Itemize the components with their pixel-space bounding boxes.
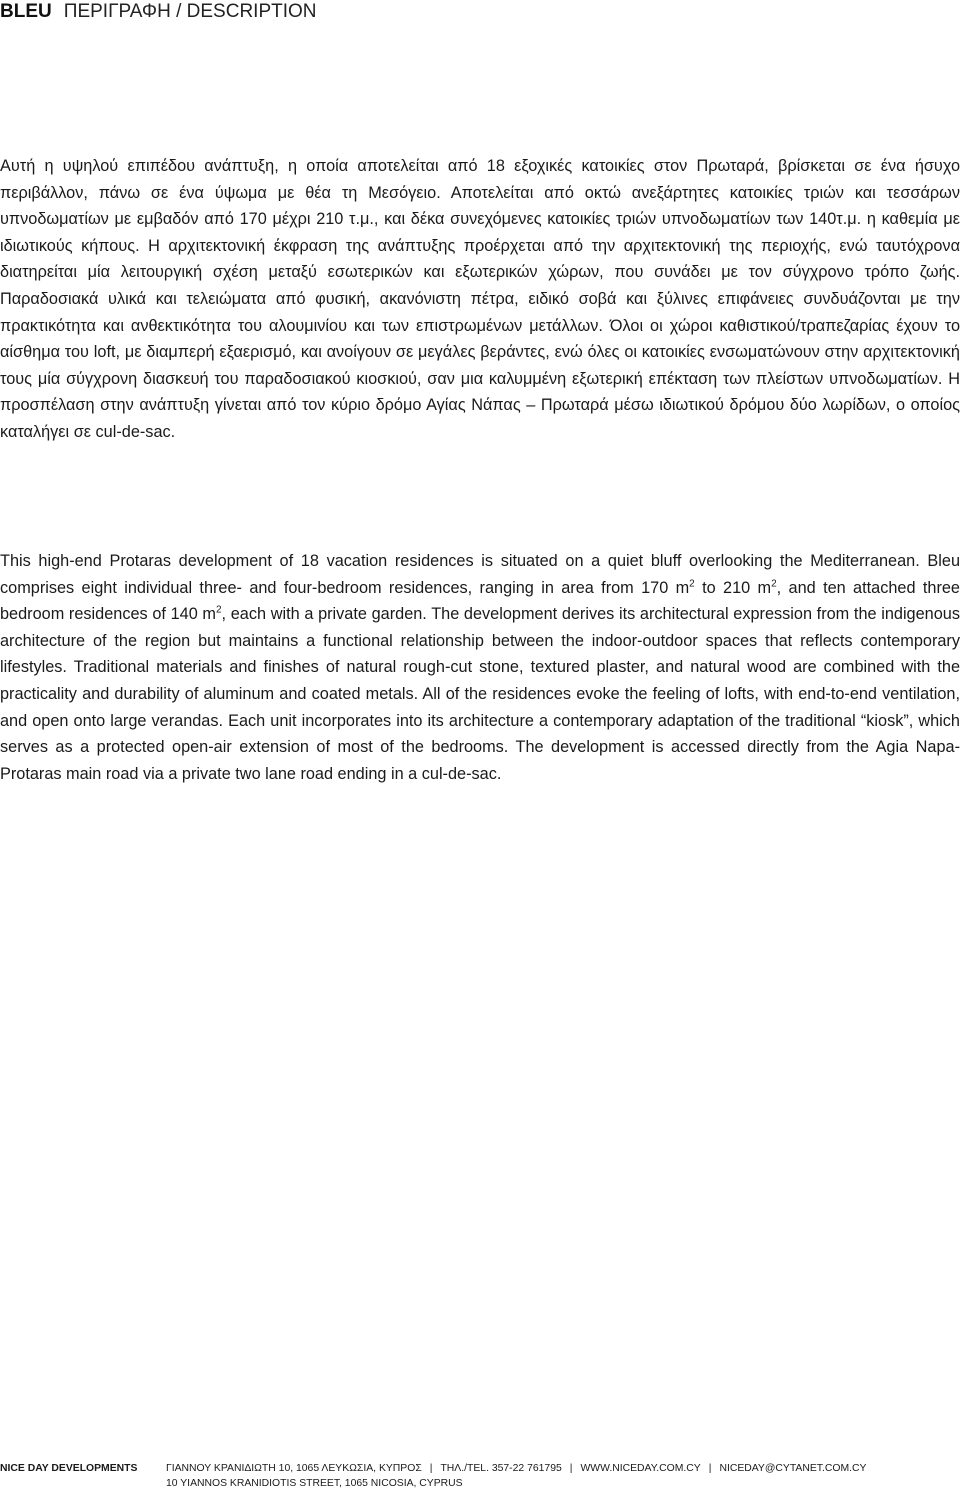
page-footer — [0, 1461, 960, 1491]
email-link[interactable]: NICEDAY@CYTANET.COM.CY — [719, 1463, 867, 1474]
superscript-2: 2 — [689, 578, 695, 590]
english-description — [0, 548, 960, 787]
website-link[interactable]: WWW.NICEDAY.COM.CY — [580, 1463, 701, 1474]
footer-line-1 — [0, 1461, 960, 1476]
superscript-2: 2 — [215, 604, 222, 616]
superscript-2: 2 — [771, 578, 777, 590]
brand-title: BLEU — [0, 1, 52, 22]
footer-separator: | — [569, 1463, 573, 1474]
english-text-4: , each with a private garden. The development derives its architectural expression from the indigenous architecture of the region but maintains a functional relationship between the indoor-outdoor spaces that reflects contemporary lifestyles. Traditional materials and finishes of natural rough-cut stone, textured plaster, and natural wood are combined with the practicality and durability of aluminum and coated metals. All of the residences evoke the feeling of lofts, with end-to-end ventilation, and open onto large verandas. Each unit incorporates into its architecture a contemporary adaptation of the traditional “kiosk”, which serves as a protected open-air extension of most of the bedrooms. The development is accessed directly from the Agia Napa-Protaras main road via a private two lane road ending in a cul-de-sac. — [0, 605, 960, 783]
phone-number: ΤΗΛ./TEL. 357-22 761795 — [440, 1463, 562, 1474]
address-english: 10 YIANNOS KRANIDIOTIS STREET, 1065 NICOSIA, CYPRUS — [166, 1478, 463, 1489]
footer-line-2 — [0, 1476, 960, 1491]
address-greek: ΓΙΑΝΝΟΥ ΚΡΑΝΙΔΙΩΤΗ 10, 1065 ΛΕΥΚΩΣΙΑ, ΚΥΠΡΟΣ — [166, 1463, 422, 1474]
english-text-3: , and ten attached three bedroom residences of 140 m — [0, 578, 960, 624]
footer-separator: | — [708, 1463, 712, 1474]
english-text-1: This high-end Protaras development of 18 vacation residences is situated on a quiet bluff overlooking the Mediterranean. Bleu comprises eight individual three- and four-bedroom residences, ranging in area from 170 m — [0, 552, 960, 597]
greek-description: Αυτή η υψηλού επιπέδου ανάπτυξη, η οποία αποτελείται από 18 εξοχικές κατοικίες στον Πρωταρά, βρίσκεται σε ένα ήσυχο περιβάλλον, πάνω σε ένα ύψωμα με θέα τη Μεσόγειο. Αποτελείται από οκτώ ανεξάρτητες κατοικίες τριών και τεσσάρων υπνοδωματίων με εμβαδόν από 170 μέχρι 210 τ.μ., και δέκα συνεχόμενες κατοικίες τριών υπνοδωματίων των 140τ.μ. η καθεμία με ιδιωτικούς κήπους. Η αρχιτεκτονική έκφραση της ανάπτυξης προέρχεται από την αρχιτεκτονική της περιοχής, ενώ ταυτόχρονα διατηρείται μία λειτουργική σχέση μεταξύ εσωτερικών και εξωτερικών χώρων, που συνάδει με τον σύγχρονο τρόπο ζωής. Παραδοσιακά υλικά και τελειώματα από φυσική, ακανόνιστη πέτρα, ειδικό σοβά και ξύλινες επιφάνειες συνδυάζονται με την πρακτικότητα και ανθεκτικότητα του αλουμινίου και των επιστρωμένων μετάλλων. Όλοι οι χώροι καθιστικού/τραπεζαρίας έχουν το αίσθημα του loft, με διαμπερή εξαερισμό, και ανοίγουν σε μεγάλες βεράντες, ενώ όλες οι κατοικίες ενσωματώνουν στην αρχιτεκτονική τους μία σύγχρονη διασκευή του παραδοσιακού κιοσκιού, σαν μια καλυμμένη εξωτερική επέκταση των πλείστων υπνοδωματίων. Η προσπέλαση στην ανάπτυξη γίνεται από τον κύριο δρόμο Αγίας Νάπας – Πρωταρά μέσω ιδιωτικού δρόμου δύο λωρίδων, ο οποίος καταλήγει σε cul-de-sac. — [0, 157, 960, 441]
footer-separator: | — [429, 1463, 433, 1474]
company-name: NICE DAY DEVELOPMENTS — [0, 1463, 138, 1474]
english-text-2: to 210 m — [694, 578, 772, 597]
page-header — [0, 0, 317, 24]
section-title: ΠΕΡΙΓΡΑΦΗ / DESCRIPTION — [63, 1, 317, 22]
